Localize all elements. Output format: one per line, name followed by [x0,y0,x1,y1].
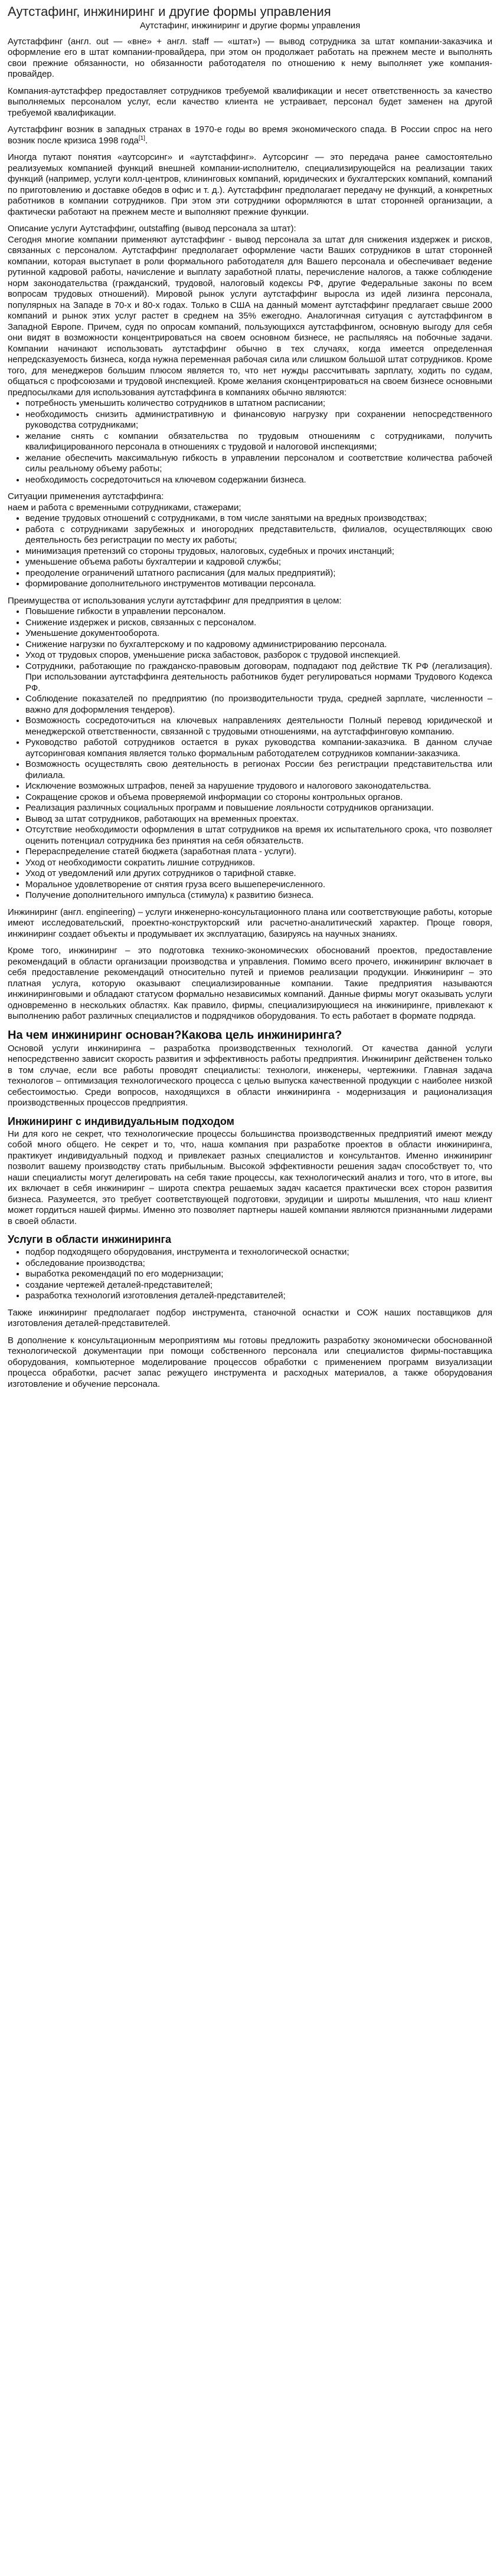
engineering-individual: Ни для кого не секрет, что технологические процессы большинства производственных предприятий имеют между собой много общего. Не секрет и то, что, наша компания при разработке проектов в области инжиниринга, практикует индивидуальный подход и привлекает разных специалистов и консультантов. Именно инжиниринг позволит вашему производству стать прибыльным. Высокой эффективности решения задач способствует то, что наши специалисты могут делегировать на себя такие процессы, как технологический анализ и того, что в итоге, вы их включает в себя инжиниринг – широта спектра решаемых задач касается практически всех сторон развития бизнеса. Разумеется, это требует соответствующей подготовки, эрудиции и широты мышления, что наш клиент может гордиться нашей фирмы. Именно это позволяет партнеры нашей компании являются признанными лидерами в своей области. [8,1128,492,1226]
list-item: • Вывод за штат сотрудников, работающих на временных проектах. [25,814,492,825]
engineering-definition: Инжиниринг (англ. engineering) – услуги инженерно-консультационного плана или соответствующие работы, которые имеют исследовательский, проектно-конструкторский или расчетно-аналитический характер. Проще говоря, инжиниринг создает объекты и продумывает их эксплуатацию, базируясь на научных знаниях. [8,907,492,939]
service-text: Сегодня многие компании применяют аутстаффинг - вывод персонала за штат для снижения издержек и рисков, связанных с персоналом. Аутстаффинг предполагает оформление части Ваших сотрудников в штат сторонней компании, которая выступает в роли формального работодателя для Вашего персонала и обеспечивает ведение рутинной кадровой работы, начисление и выплату заработной платы, перечисление налогов, а также соблюдение норм законодательства (гражданский, трудовой, налоговый кодексы РФ, другие Федеральные законы по всем вопросам трудовых отношений). Мировой рынок услуги аутстаффинг выросла из идей лизинга персонала, популярных на Западе в 70-х и 80-х годах. Только в США на данный момент аутстаффинг предлагает свыше 2000 компаний и рынок этих услуг растет в среднем на 35% ежегодно. Аналогичная ситуация с аутстаффингом в Западной Европе. Причем, судя по опросам компаний, пользующихся аутстаффингом, основную выгоду для себя они видят в возможности концентрироваться на своем основном бизнесе, не распыляясь на побочные задачи. Компании начинают использовать аутстаффинг обычно в тех случаях, когда имеется определенная непредсказуемость бизнеса, когда нужна переменная рабочая сила или слишком большой штат сотрудников. Кроме того, для менеджеров большим плюсом является то, что нет нужды рассчитывать зарплату, ходить по судам, общаться с профсоюзами и трудовой инспекцией. Кроме желания сконцентрироваться на своем бизнесе основными предпосылками для использования аутстаффинга в компаниях обычно являются: [8,234,492,398]
section-heading-services: Услуги в области инжиниринга [8,1233,172,1245]
outstaffing-origin [8,124,492,146]
list-item: • Повышение гибкости в управлении персоналом. [25,606,492,618]
engineering-tail-1: Также инжиниринг предполагает подбор инструмента, станочной оснастки и СОЖ наших поставщиков для изготовления деталей-представителей. [8,1307,492,1328]
list-item: • обследование производства; [25,1258,492,1269]
list-item: • желание обеспечить максимальную гибкость в управлении персоналом и соответствие количества рабочей силы реальному объему работы; [25,453,492,475]
situations-intro: наем и работа с временными сотрудниками, стажерами; [8,502,241,513]
situations-heading: Ситуации применения аутстаффинга: [8,491,164,501]
list-item: • Получение дополнительного импульса (стимула) к развитию бизнеса. [25,890,492,901]
list-item: • Снижение издержек и рисков, связанных с персоналом. [25,618,492,629]
list-item: • выработка рекомендаций по его модернизации; [25,1269,492,1280]
list-item: • Исключение возможных штрафов, пеней за нарушение трудового и налогового законодательства. [25,781,492,792]
list-item: • Реализация различных социальных программ и повышение лояльности сотрудников организации. [25,803,492,814]
list-item: • работа с сотрудниками зарубежных и иногородних представительств, филиалов, осуществляющих свою деятельность без регистрации по месту их работы; [25,524,492,546]
list-item: • Уход от трудовых споров, уменьшение риска забастовок, разборок с трудовой инспекцией. [25,650,492,661]
list-item: • необходимость снизить административную и финансовую нагрузку при сохранении непосредственного руководства сотрудниками; [25,409,492,431]
page-title: Аутстафинг, инжиниринг и другие формы управления [8,4,331,19]
page-subtitle: Аутстафинг, инжиниринг и другие формы управления [139,21,361,31]
outstaffing-definition: Аутстаффинг (англ. out — «вне» + англ. staff — «штат») — вывод сотрудника за штат компании-заказчика и оформление его в штат компании-провайдера, при этом он продолжает работать на прежнем месте и выполнять свои прежние обязанности, но обязанности работодателя по отношению к нему выполняет уже компания-провайдер. [8,36,492,79]
outsourcing-vs-outstaffing: Иногда путают понятия «аутсорсинг» и «аутстаффинг». Аутсорсинг — это передача ранее самостоятельно реализуемых компанией функций внешней компании-исполнителю, специализирующейся на реализации таких функций (например, услуги колл-центров, клининговых компаний, юридических и бухгалтерских компаний, компаний по приготовлению и доставке обедов в офис и т. д.). Аутстаффинг предполагает передачу не функций, а конкретных работников в компании сотрудников. При этом эти сотрудники оформляются в штат сторонней организации, а фактически работают на прежнем месте и выполняют прежние функции. [8,152,492,217]
list-item: • потребность уменьшить количество сотрудников в штатном расписании; [25,398,492,409]
list-item: • преодоление ограничений штатного расписания (для малых предприятий); [25,568,492,579]
list-item: • Руководство работой сотрудников остается в руках руководства компании-заказчика. В данном случае аутсоринговая компания является только формальным работодателем сотрудников компании-заказчика. [25,737,492,759]
outstaffing-provider: Компания-аутстаффер предоставляет сотрудников требуемой квалификации и несет ответственность за качество выполняемых персоналом услуг, если качество клиента не устраивает, персонал будет заменен на другой требуемой квалификации. [8,86,492,118]
list-item: • желание снять с компании обязательства по трудовым отношениям с сотрудниками, получить квалифицированного персонала в отношениях с трудовой и налоговой инспекциями; [25,431,492,453]
footnote-link[interactable]: [1] [138,134,145,142]
list-item: • разработка технологий изготовления деталей-представителей; [25,1291,492,1302]
list-item: • подбор подходящего оборудования, инструмента и технологической оснастки; [25,1247,492,1258]
list-item: • Возможность осуществлять свою деятельность в регионах России без регистрации представительства или филиала. [25,759,492,781]
situations-list [8,513,492,590]
list-item: • создание чертежей деталей-представителей; [25,1280,492,1291]
list-item: • минимизация претензий со стороны трудовых, налоговых, судебных и прочих инстанций; [25,546,492,557]
list-item: • Перераспределение статей бюджета (заработная плата - услуги). [25,846,492,858]
service-heading: Описание услуги Аутстаффинг, outstaffing (вывод персонала за штат): [8,224,296,234]
engineering-tail-2: В дополнение к консультационным мероприятиям мы готовы предложить разработку экономически обоснованной технологической документации при помощи собственного персонала или специалистов фирмы-поставщика оборудования, компьютерное моделирование процессов обработки с применением программ визуализации процесса обработки, расчет запас режущего инструмента и расходных материалов, а также оборудования изготовление и обучение персонала. [8,1335,492,1389]
list-item: • Сотрудники, работающие по гражданско-правовым договорам, подпадают под действие ТК РФ (легализация). При использовании аутстаффинга деятельность работников будет регулироваться нормами Трудового Кодекса РФ. [25,661,492,694]
list-item: • Сокращение сроков и объема проверяемой информации со стороны контрольных органов. [25,792,492,803]
list-item: • формирование дополнительного инструментов мотивации персонала. [25,579,492,590]
advantages-list [8,606,492,901]
list-item: • необходимость сосредоточиться на ключевом содержании бизнеса. [25,475,492,486]
prerequisites-list [8,398,492,485]
list-item: • Уменьшение документооборота. [25,628,492,639]
list-item: • ведение трудовых отношений с сотрудниками, в том числе занятыми на вредных производствах; [25,513,492,524]
section-heading-essence: На чем инжиниринг основан?Какова цель инжиниринга? [8,1028,342,1042]
list-item: • Моральное удовлетворение от снятия груза всего вышеперечисленного. [25,880,492,891]
list-item: • Возможность сосредоточиться на ключевых направлениях деятельности Полный перевод юридической и менеджерской ответственности, связанной с трудовыми отношениями, на аутстаффинговую компанию. [25,716,492,737]
engineering-description: Кроме того, инжиниринг – это подготовка технико-экономических обоснований проектов, предоставление рекомендаций в области организации производства и управления. Помимо всего прочего, инжиниринг включает в себя предоставление рекомендаций относительно путей и приемов реализации продукции. Инжиниринг – это платная услуга, которую оказывают специализированные компании. Такие предприятия называются инжиниринговыми и обладают статусом формально независимых компаний. Данные фирмы могут оказывать услуги одновременно в нескольких областях. Как правило, фирмы, специализирующиеся на инжиниринге, привлекают к выполнению работ различных специалистов и подрядчиков оборудования. То есть работает в формате подряда. [8,946,492,1021]
origin-end: . [145,135,148,146]
engineering-services-list [8,1247,492,1302]
section-heading-individual: Инжиниринг с индивидуальным подходом [8,1115,234,1127]
engineering-essence: Основой услуги инжиниринга – разработка производственных технологий. От качества данной услуги непосредственно зависит скорость развития и эффективность работы предприятия. Инжиниринг действенен только в том случае, если все работы проводят специалисты: технологи, инженеры, чертежники. Главная задача технологов – оптимизация технологического процесса с целью выпуска качественной продукции с наиболее низкой себестоимостью. Среди вопросов, находящихся в области инжиниринга - модернизация и рационализация производственных процессов предприятия. [8,1043,492,1108]
list-item: • Уход от необходимости сократить лишние сотрудников. [25,858,492,869]
list-item: • Снижение нагрузки по бухгалтерскому и по кадровому администрированию персонала. [25,639,492,651]
list-item: • Соблюдение показателей по предприятию (по производительности труда, средней зарплате, численности – важно для доформления тендеров). [25,694,492,716]
origin-text: Аутстаффинг возник в западных странах в 1970-е годы во время экономического спада. В России спрос на него возник после кризиса 1998 года [8,124,492,146]
list-item: • Отсутствие необходимости оформления в штат сотрудников на время их испытательного срока, что позволяет оценить потенциал сотрудника без принятия на себя обязательств. [25,825,492,846]
advantages-heading: Преимущества от использования услуги аутстаффинг для предприятия в целом: [8,595,342,606]
list-item: • уменьшение объема работы бухгалтерии и кадровой службы; [25,557,492,568]
list-item: • Уход от уведомлений или других сотрудников о тарифной ставке. [25,868,492,880]
